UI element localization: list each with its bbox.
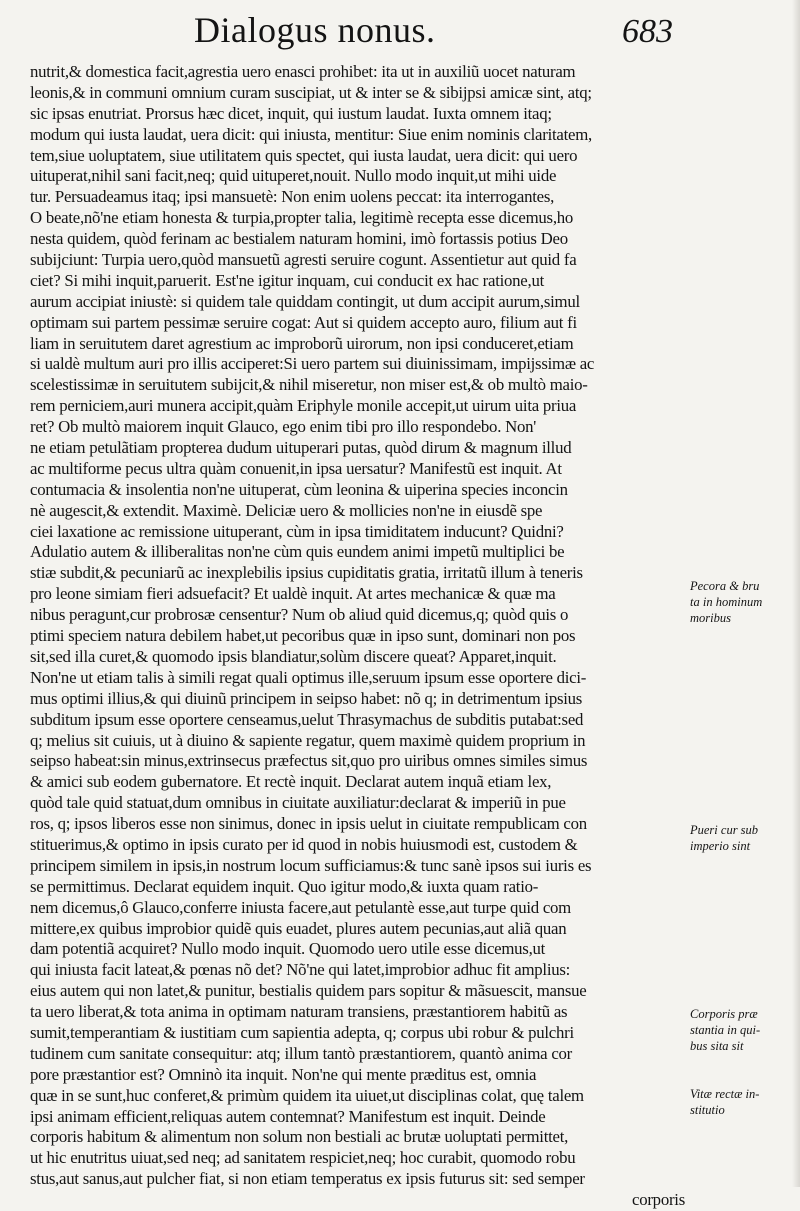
running-head-title: Dialogus nonus. xyxy=(194,10,436,50)
text-line: corporis habitum & alimentum non solum non bestiali ac brutæ uoluptati permittet, xyxy=(30,1127,569,1147)
text-line: optimam sui partem pessimæ seruire cogat: Aut si quidem accepto auro, filium aut fi xyxy=(30,312,577,332)
margin-note-pecora xyxy=(690,578,800,626)
text-line: tem,siue uoluptatem, siue utilitatem quis spectet, qui iusta laudat, uera dicit: qui uero xyxy=(30,145,578,165)
text-line: sit,sed illa curet,& quomodo ipsis blandiatur,solùm discere queat? Apparet,inquit. xyxy=(30,646,557,666)
margin-note-line: Pueri cur sub xyxy=(690,823,759,837)
text-line: ut hic enutritus uiuat,sed neq; ad sanitatem respiciet,neq; hoc curabit, quomodo robu xyxy=(30,1148,576,1168)
text-line: quæ in se sunt,huc conferet,& primùm quidem ita uiuet,ut disciplinas colat, quę talem xyxy=(30,1085,584,1105)
text-line: nutrit,& domestica facit,agrestia uero enasci prohibet: ita ut in auxiliũ uocet naturam xyxy=(30,62,576,81)
text-line: Adulatio autem & illiberalitas non'ne cùm quis eundem animi impetũ multiplici be xyxy=(30,542,565,562)
margin-note-line: Corporis præ xyxy=(690,1007,758,1021)
text-line: principem similem in ipsis,in nostrum locum sufficiamus:& tunc sanè ipsos sui iuris es xyxy=(30,855,592,875)
text-line: leonis,& in communi omnium curam suscipiat, ut & inter se & sibijpsi amicæ sint, atq; xyxy=(30,82,592,102)
text-line: O beate,nõ'ne etiam honesta & turpia,propter talia, legitimè recepta esse dicemus,ho xyxy=(30,208,574,228)
text-line: pore præstantior est? Omninò ita inquit. Non'ne qui mente præditus est, omnia xyxy=(30,1064,537,1084)
text-line: stus,aut sanus,aut pulcher fiat, si non etiam temperatus ex ipsis futurus sit: sed semper xyxy=(30,1169,585,1189)
text-line: subditum ipsum esse oportere censeamus,uelut Thrasymachus de subditis putabat:sed xyxy=(30,709,584,729)
text-line: stituerimus,& optimo in ipsis curato per id quod in nobis huiusmodi est, custodem & xyxy=(30,834,578,854)
main-text-block xyxy=(30,62,685,1211)
text-line: mittere,ex quibus improbior quidẽ quis euadet, plures autem pecunias,aut aliã quan xyxy=(30,918,567,938)
text-line: quòd tale quid statuat,dum omnibus in ciuitate auxiliatur:declarat & imperiũ in pue xyxy=(30,793,566,813)
text-line: mus optimi illius,& qui diuinũ principem in seipso habet: nõ q; in detrimentum ipsius xyxy=(30,688,583,708)
margin-note-line: stantia in qui- xyxy=(690,1023,761,1037)
text-line: subijciunt: Turpia uero,quòd mansuetũ agresti seruire cogunt. Assentietur aut quid fa xyxy=(30,250,577,270)
text-line: nibus peragunt,cur probrosæ censentur? Num ob aliud quid dicemus,q; quòd quis o xyxy=(30,605,569,625)
margin-note-line: Pecora & bru xyxy=(690,579,760,593)
margin-note-line: bus sita sit xyxy=(690,1039,744,1053)
margin-note-vitae xyxy=(690,1086,800,1118)
text-line: seipso habeat:sin minus,extrinsecus præfectus sit,quo pro uiribus omnes similes simus xyxy=(30,751,588,771)
text-line: ta uero liberat,& tota anima in optimam naturam transiens, præstantiorem habitũ as xyxy=(30,1002,568,1022)
text-line: ipsi animam efficient,reliquas autem contemnat? Manifestum est inquit. Deinde xyxy=(30,1106,546,1126)
margin-note-line: stitutio xyxy=(690,1103,725,1117)
text-line: rem perniciem,auri munera accipit,quàm Eriphyle monile accepit,ut uirum uita priua xyxy=(30,396,577,416)
text-line: nesta quidem, quòd ferinam ac bestialem naturam homini, imò fortassis potius Deo xyxy=(30,229,568,249)
margin-note-pueri xyxy=(690,822,800,854)
text-line: se permittimus. Declarat equidem inquit. Quo igitur modo,& iuxta quam ratio- xyxy=(30,876,539,896)
text-line: scelestissimæ in seruitutem subijcit,& nihil miseretur, non miser est,& ob multò maio- xyxy=(30,375,588,395)
text-line: pro leone simiam fieri adsuefacit? Et ualdè inquit. At artes mechanicæ & quæ ma xyxy=(30,584,556,604)
text-line: contumacia & insolentia non'ne uituperat, cùm leonina & uiperina species inconcin xyxy=(30,479,568,499)
text-line: ros, q; ipsos liberos esse non sinimus, donec in ipsis uelut in ciuitate rempublicam con xyxy=(30,814,587,834)
text-line: qui iniusta facit lateat,& pœnas nõ det? Nõ'ne qui latet,improbior adhuc fit amplius: xyxy=(30,960,571,980)
text-line: aurum accipiat iniustè: si quidem tale quiddam contingit, ut dum accipit aurum,simul xyxy=(30,291,580,311)
text-line: sumit,temperantiam & iustitiam cum sapientia adepta, q; corpus ubi robur & pulchri xyxy=(30,1022,574,1042)
text-line: & amici sub eodem gubernatore. Et rectè inquit. Declarat autem inquã etiam lex, xyxy=(30,772,552,792)
text-line: uituperat,nihil sani facit,neq; quid uituperet,nouit. Nullo modo inquit,ut mihi uide xyxy=(30,166,557,186)
text-line: si ualdè multum auri pro illis acciperet:Si uero partem sui diuinissimam, impijssimæ ac xyxy=(30,354,595,374)
page-number: 683 xyxy=(622,13,673,50)
text-line: stiæ subdit,& pecuniarũ ac inexplebilis ipsius cupiditatis gratia, irritatũ illum à teneris xyxy=(30,563,583,583)
text-line: nè augescit,& extendit. Maximè. Deliciæ uero & mollicies non'ne in eiusdẽ spe xyxy=(30,500,543,520)
text-line: Non'ne ut etiam talis à simili regat quali optimus ille,seruum ipsum esse oportere dici- xyxy=(30,667,587,687)
text-line: ciet? Si mihi inquit,paruerit. Est'ne igitur inquam, cui conducit ex hac ratione,ut xyxy=(30,270,545,290)
text-line: q; melius sit cuiuis, ut à diuino & sapiente regatur, quem maximè quidem proprium in xyxy=(30,730,586,750)
text-line: ne etiam petulãtiam propterea dudum uituperari putas, quòd dirum & magnum illud xyxy=(30,438,572,458)
margin-note-line: moribus xyxy=(690,611,731,625)
text-line: ptimi speciem natura debilem habet,ut pecoribus quæ in ipso sunt, dominari non pos xyxy=(30,626,576,646)
margin-note-line: Vitæ rectæ in- xyxy=(690,1087,760,1101)
text-line: tudinem cum sanitate consequitur: atq; illum tantò præstantiorem, quantò anima cor xyxy=(30,1043,573,1063)
text-line: tur. Persuadeamus itaq; ipsi mansuetè: Non enim uolens peccat: ita interrogantes, xyxy=(30,187,555,207)
catchword: corporis xyxy=(632,1190,685,1210)
text-line: eius autem qui non latet,& punitur, bestialis quidem pars sopitur & mãsuescit, mansue xyxy=(30,981,587,1001)
text-line: ciei laxatione ac remissione uituperant, cùm in ipsa timiditatem inducunt? Quidni? xyxy=(30,521,564,541)
text-line: dam potentiã acquiret? Nullo modo inquit. Quomodo uero utile esse dicemus,ut xyxy=(30,939,546,959)
text-line: ac multiforme pecus ultra quàm conuenit,in ipsa uersatur? Manifestũ est inquit. At xyxy=(30,458,562,478)
text-line: liam in seruitutem daret agrestium ac improborũ uirorum, non ipsi conduceret,etiam xyxy=(30,333,574,353)
text-line: ret? Ob multò maiorem inquit Glauco, ego enim tibi pro illo respondebo. Non' xyxy=(30,417,537,437)
margin-note-line: imperio sint xyxy=(690,839,751,853)
text-line: sic ipsas enutriat. Prorsus hæc dicet, inquit, qui iustum laudat. Iuxta omnem itaq; xyxy=(30,103,552,123)
margin-note-line: ta in hominum xyxy=(690,595,763,609)
text-line: modum qui iusta laudat, uera dicit: qui iniusta, mentitur: Siue enim nominis claritatem, xyxy=(30,124,592,144)
text-line: nem dicemus,ô Glauco,conferre iniusta facere,aut petulantè esse,aut turpe quid com xyxy=(30,897,571,917)
margin-note-corporis xyxy=(690,1006,800,1054)
